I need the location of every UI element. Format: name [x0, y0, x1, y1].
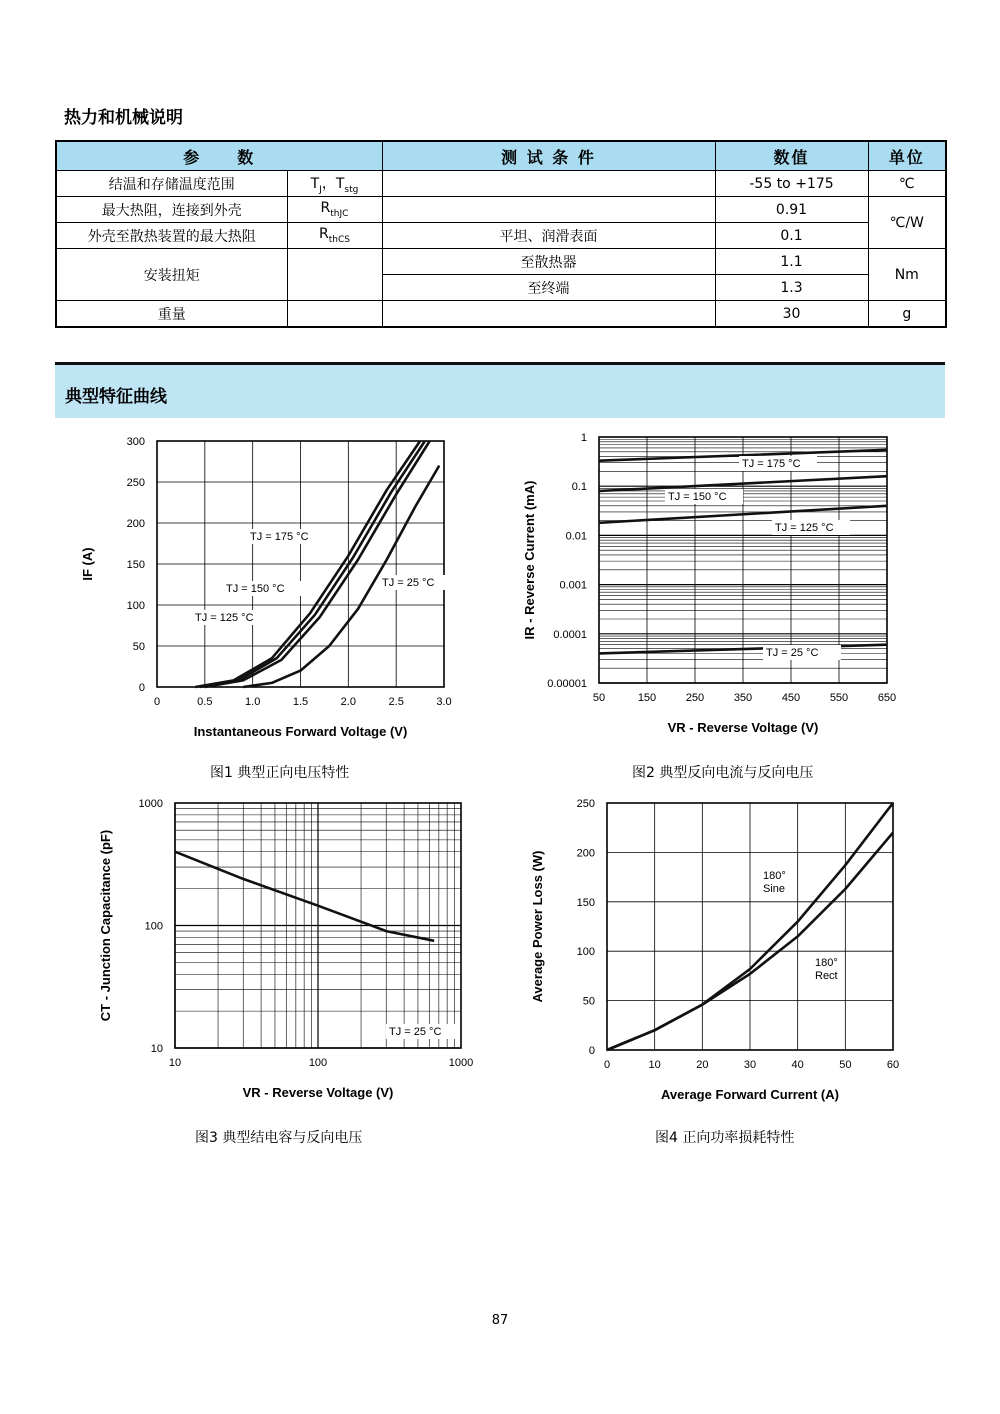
- series-label: TJ = 25 °C: [766, 647, 819, 659]
- y-tick-label: 50: [132, 641, 145, 653]
- x-tick-label: 0: [153, 696, 161, 708]
- x-tick-label: 30: [743, 1059, 757, 1071]
- y-tick-label: 100: [126, 600, 145, 612]
- param-cell: 外壳至散热装置的最大热阻: [56, 223, 287, 249]
- x-tick-label: 550: [829, 692, 849, 704]
- series-label: 180°: [763, 870, 786, 882]
- value-cell: 0.1: [715, 223, 868, 249]
- y-tick-label: 0.00001: [547, 678, 587, 690]
- x-tick-label: 50: [839, 1059, 852, 1071]
- param-cell: 安装扭矩: [56, 249, 287, 301]
- header-value: 数值: [715, 141, 868, 171]
- x-tick-label: 1000: [448, 1057, 474, 1069]
- y-tick-label: 1: [580, 432, 587, 444]
- y-tick-label: 50: [582, 995, 595, 1008]
- series-label: 180°: [815, 957, 838, 969]
- y-tick-label: 100: [144, 920, 163, 933]
- unit-cell: ℃/W: [868, 197, 946, 249]
- x-tick-label: 10: [648, 1059, 661, 1071]
- y-tick-label: 300: [126, 436, 145, 448]
- x-tick-label: 2.0: [340, 696, 356, 708]
- y-axis-label: CT - Junction Capacitance (pF): [98, 829, 113, 1022]
- series-label: TJ = 175 °C: [250, 531, 309, 543]
- x-tick-label: 10: [168, 1057, 182, 1069]
- series-line: [175, 852, 434, 941]
- value-cell: 0.91: [715, 197, 868, 223]
- symbol-cell: $R_{thCS}$: [287, 223, 382, 249]
- series-label: Rect: [815, 970, 838, 982]
- band-title: 典型特征曲线: [65, 387, 167, 407]
- value-cell: -55 to +175: [715, 171, 868, 197]
- y-tick-label: 10: [150, 1043, 163, 1055]
- x-tick-label: 60: [886, 1059, 900, 1071]
- x-tick-label: 20: [696, 1059, 709, 1071]
- x-axis-label: VR - Reverse Voltage (V): [242, 1085, 394, 1100]
- symbol-cell: $T_J$，$T_{stg}$: [287, 171, 382, 197]
- value-cell: 1.1: [715, 249, 868, 275]
- unit-cell: Nm: [868, 249, 946, 301]
- x-tick-label: 1.5: [292, 696, 309, 708]
- y-tick-label: 150: [576, 896, 595, 909]
- x-tick-label: 100: [308, 1057, 328, 1069]
- condition-cell: 至散热器: [382, 249, 715, 275]
- y-tick-label: 0.0001: [553, 628, 587, 641]
- value-cell: 1.3: [715, 275, 868, 301]
- x-axis-label: Instantaneous Forward Voltage (V): [193, 724, 408, 739]
- y-tick-label: 1000: [138, 798, 163, 810]
- series-label: TJ = 150 °C: [668, 491, 727, 503]
- y-axis-label: Average Power Loss (W): [530, 850, 545, 1003]
- header-param: 参 数: [56, 141, 382, 171]
- x-tick-label: 3.0: [436, 696, 452, 708]
- x-tick-label: 150: [637, 692, 657, 704]
- y-tick-label: 0.01: [565, 530, 587, 543]
- y-tick-label: 200: [576, 847, 595, 860]
- page-number: 87: [491, 1313, 509, 1328]
- figure-1-caption: 图1 典型正向电压特性: [210, 765, 350, 781]
- x-tick-label: 0.5: [197, 696, 213, 708]
- x-tick-label: 40: [791, 1059, 804, 1071]
- param-cell: 重量: [56, 301, 287, 328]
- value-cell: 30: [715, 301, 868, 328]
- figure-3-caption: 图3 典型结电容与反向电压: [195, 1130, 363, 1146]
- series-label: Sine: [763, 883, 786, 895]
- section-title: 热力和机械说明: [64, 108, 183, 128]
- condition-cell: 平坦、润滑表面: [382, 223, 715, 249]
- series-label: TJ = 175 °C: [742, 458, 801, 470]
- y-axis-label: IR - Reverse Current (mA): [522, 480, 537, 640]
- x-tick-label: 50: [592, 692, 606, 704]
- y-tick-label: 0.001: [559, 579, 587, 592]
- chart-annotation: TJ = 25 °C: [389, 1026, 442, 1038]
- figure-4-caption: 图4 正向功率损耗特性: [655, 1130, 795, 1146]
- x-tick-label: 650: [877, 692, 897, 704]
- param-cell: 结温和存储温度范围: [56, 171, 287, 197]
- y-tick-label: 250: [576, 798, 595, 810]
- header-condition: 测 试 条 件: [382, 141, 715, 171]
- y-tick-label: 100: [576, 946, 595, 959]
- x-tick-label: 0: [603, 1059, 611, 1071]
- series-label: TJ = 150 °C: [226, 583, 285, 595]
- y-tick-label: 250: [126, 477, 145, 489]
- series-label: TJ = 125 °C: [775, 522, 834, 534]
- figure-2-caption: 图2 典型反向电流与反向电压: [632, 765, 814, 781]
- series-label: TJ = 125 °C: [195, 612, 254, 624]
- x-axis-label: Average Forward Current (A): [661, 1087, 839, 1102]
- symbol-cell: $R_{thJC}$: [287, 197, 382, 223]
- y-tick-label: 150: [126, 559, 145, 571]
- x-tick-label: 2.5: [388, 696, 404, 708]
- unit-cell: g: [868, 301, 946, 328]
- condition-cell: 至终端: [382, 275, 715, 301]
- x-tick-label: 1.0: [245, 696, 261, 708]
- unit-cell: ℃: [868, 171, 946, 197]
- y-axis-label: IF (A): [80, 547, 95, 581]
- series-label: TJ = 25 °C: [382, 577, 435, 589]
- y-tick-label: 0: [138, 682, 145, 694]
- header-unit: 单位: [868, 141, 946, 171]
- x-tick-label: 350: [733, 692, 753, 704]
- x-tick-label: 450: [781, 692, 801, 704]
- y-tick-label: 200: [126, 518, 145, 530]
- x-axis-label: VR - Reverse Voltage (V): [667, 720, 819, 735]
- y-tick-label: 0: [588, 1045, 595, 1057]
- param-cell: 最大热阻，连接到外壳: [56, 197, 287, 223]
- y-tick-label: 0.1: [571, 481, 587, 494]
- x-tick-label: 250: [685, 692, 705, 704]
